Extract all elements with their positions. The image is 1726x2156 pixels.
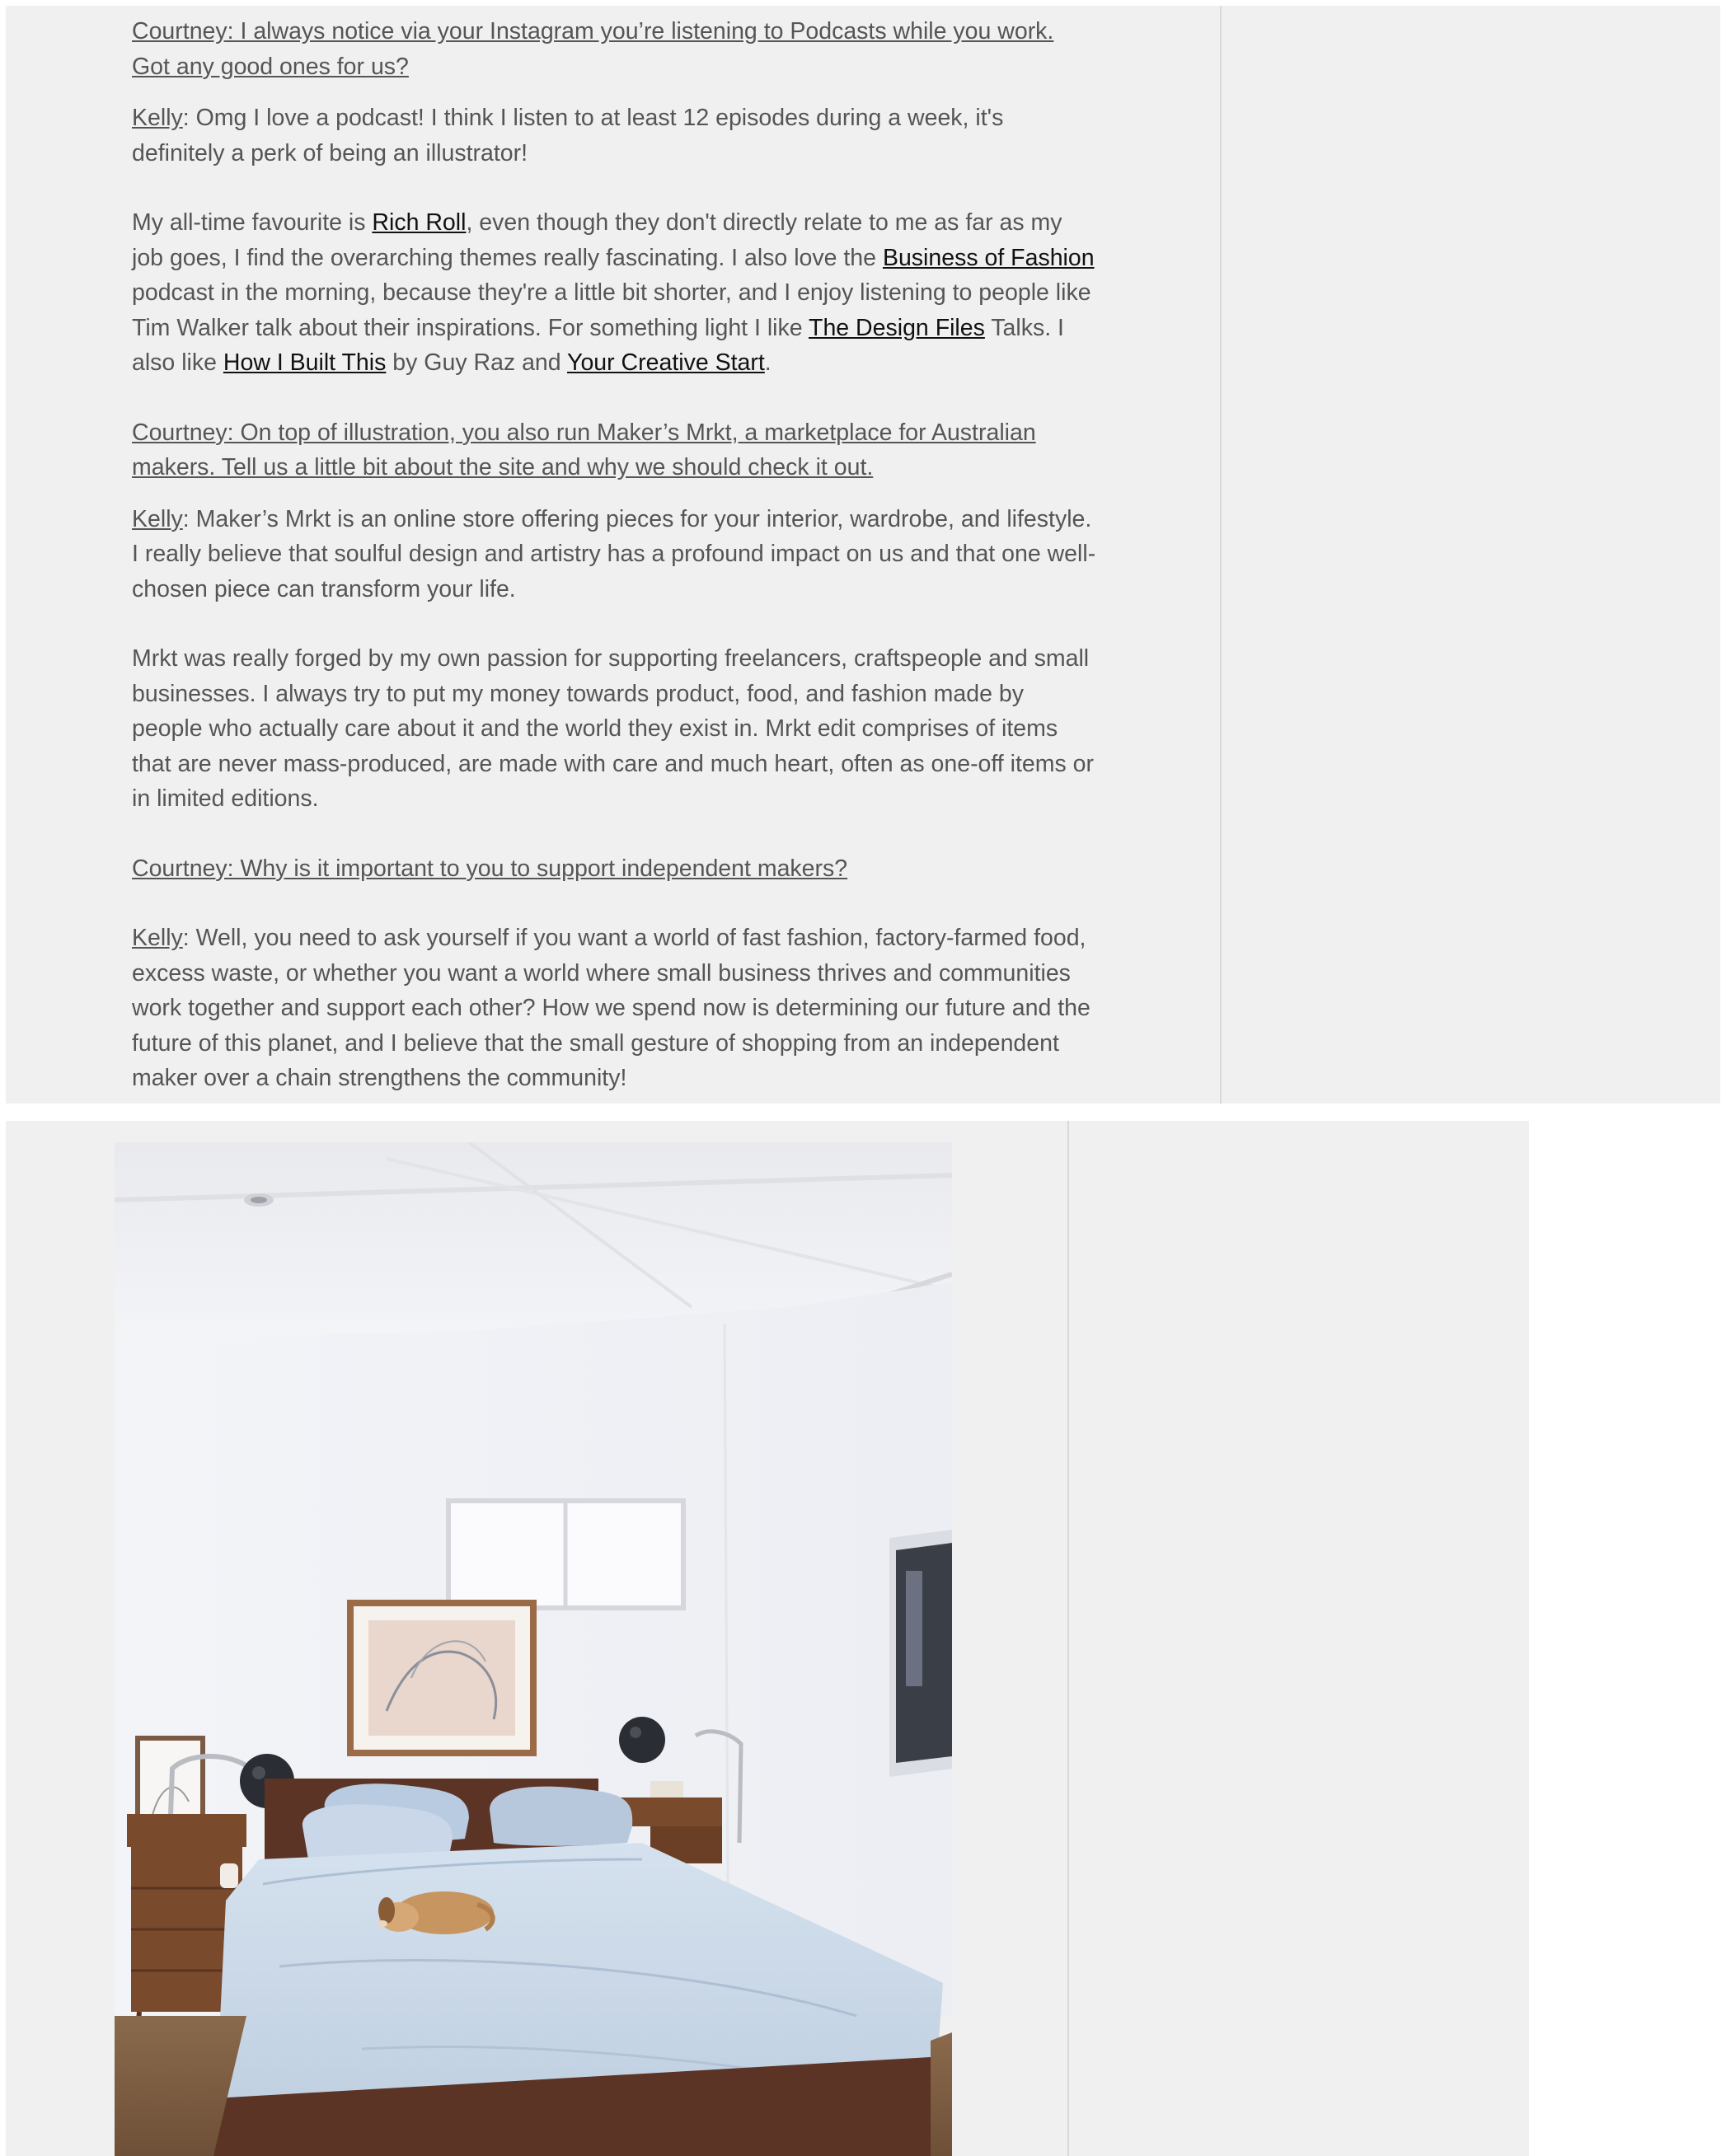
- bedroom-photo: [115, 1142, 952, 2156]
- article-panel-top: [6, 6, 1720, 1104]
- answer-text: Talks. I also like: [132, 314, 1064, 376]
- answer-text: : Maker’s Mrkt is an online store offering pieces for your interior, wardrobe, and lifestyle. I really believe that soulful design and artistry has a profound impact on us and that one well-chosen piece can transform your life.: [132, 505, 1096, 602]
- answer-independent-makers: [132, 921, 1096, 1096]
- answer-text: by Guy Raz and: [386, 349, 568, 376]
- speaker-link[interactable]: Kelly: [132, 505, 183, 532]
- question-podcasts[interactable]: Courtney: I always notice via your Instagram you’re listening to Podcasts while you work. Got any good ones for us?: [132, 18, 1054, 80]
- answer-podcasts-favourites: [132, 205, 1096, 381]
- answer-text: : Omg I love a podcast! I think I listen to at least 12 episodes during a week, it's definitely a perk of being an illustrator!: [132, 105, 1004, 166]
- answer-text: .: [764, 349, 772, 376]
- sidebar-divider: [1067, 1121, 1069, 2156]
- link-business-of-fashion[interactable]: Business of Fashion: [882, 244, 1095, 271]
- link-the-design-files[interactable]: The Design Files: [809, 314, 985, 341]
- article-body: [132, 14, 1096, 1096]
- answer-makers-mrkt: [132, 502, 1096, 607]
- article-panel-bottom: [6, 1121, 1529, 2156]
- answer-text: , even though they don't directly relate to me as far as my job goes, I find the overarching themes really fascinating. I also love the: [132, 209, 1062, 271]
- speaker-link[interactable]: Kelly: [132, 105, 183, 131]
- answer-text: : Well, you need to ask yourself if you want a world of fast fashion, factory-farmed food, excess waste, or whether you want a world where small business thrives and communities work together and support each other? How we spend now is determining our future and the future of this planet, and I believe that the small gesture of shopping from an independent maker over a chain strengthens the community!: [132, 925, 1090, 1091]
- answer-podcasts: [132, 101, 1096, 171]
- answer-text: podcast in the morning, because they're a little bit shorter, and I enjoy listening to people like Tim Walker talk about their inspirations. For something light I like: [132, 279, 1091, 341]
- speaker-link[interactable]: Kelly: [132, 925, 183, 951]
- answer-text: My all-time favourite is: [132, 209, 373, 236]
- answer-mrkt-origin: Mrkt was really forged by my own passion for supporting freelancers, craftspeople and small businesses. I always try to put my money towards product, food, and fashion made by people who actually care about it and the world they exist in. Mrkt edit comprises of items that are never mass-produced, are made with care and much heart, often as one-off items or in limited editions.: [132, 645, 1094, 812]
- link-rich-roll[interactable]: Rich Roll: [372, 209, 467, 236]
- question-makers-mrkt[interactable]: Courtney: On top of illustration, you also run Maker’s Mrkt, a marketplace for Australian makers. Tell us a little bit about the site and why we should check it out.: [132, 419, 1036, 480]
- question-independent-makers[interactable]: Courtney: Why is it important to you to support independent makers?: [132, 855, 848, 882]
- sidebar-divider: [1220, 6, 1222, 1104]
- link-your-creative-start[interactable]: Your Creative Start: [567, 349, 765, 376]
- link-how-i-built-this[interactable]: How I Built This: [223, 349, 387, 376]
